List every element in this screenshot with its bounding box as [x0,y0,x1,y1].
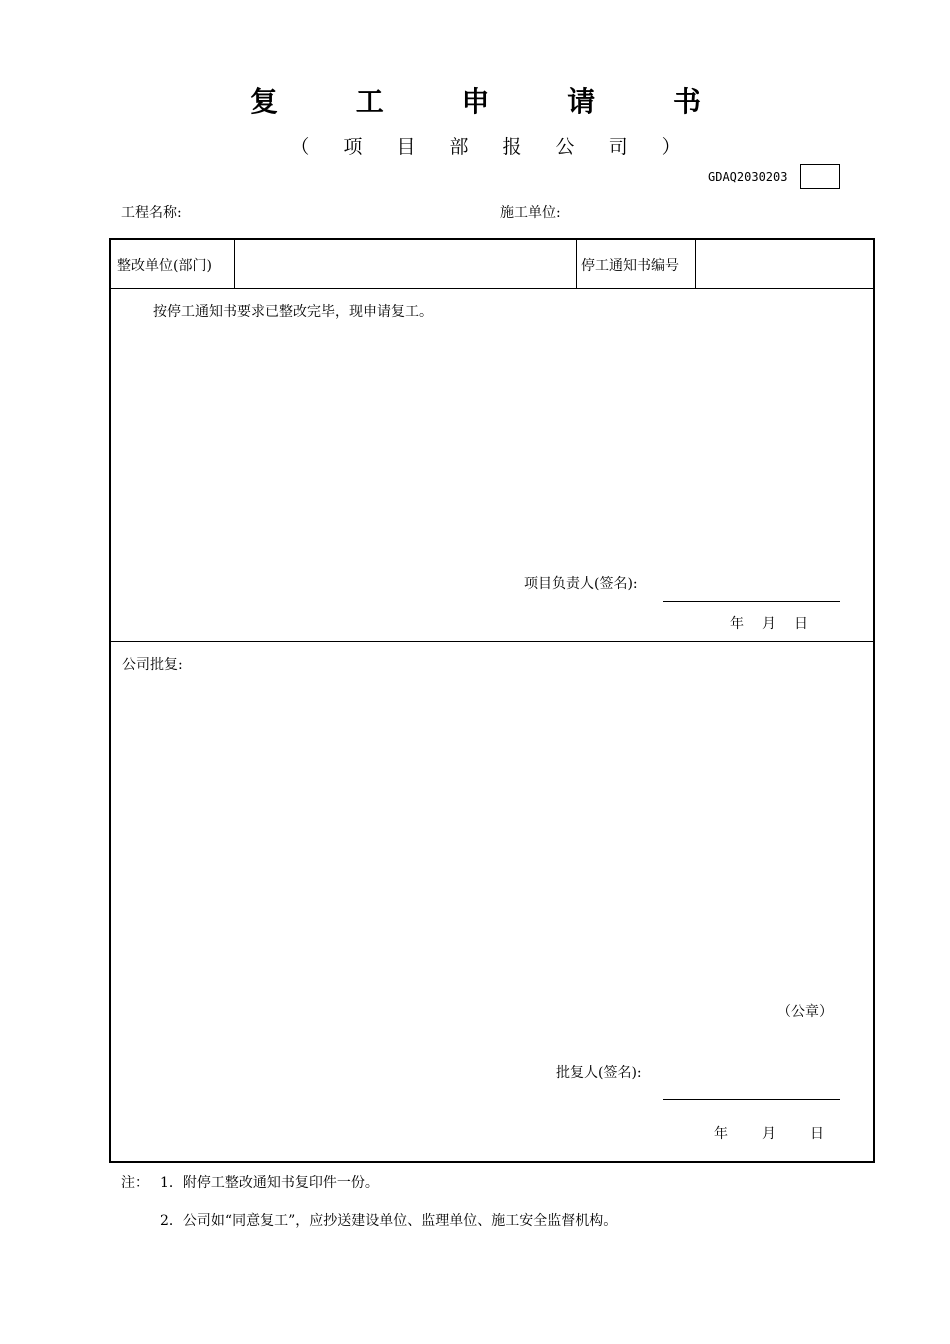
form-code: GDAQ2030203 [708,170,788,184]
date-year: 年 [714,1126,728,1142]
form-code-box[interactable] [800,164,840,189]
date-month: 月 [762,1126,776,1142]
stop-notice-no-field[interactable] [696,240,871,288]
column-divider [576,240,577,288]
row-divider [111,641,873,642]
document-title: 复 工 申 请 书 [250,85,735,118]
row-divider [111,288,873,289]
project-name-label: 工程名称: [121,205,182,221]
date-month: 月 [762,616,776,632]
application-form-table [109,238,875,1163]
note-1: 1．附停工整改通知书复印件一份。 [160,1175,379,1191]
project-leader-sign-line[interactable] [663,601,840,602]
rectify-unit-field[interactable] [235,240,576,288]
project-leader-sign-label: 项目负责人(签名): [524,576,638,592]
date-day: 日 [810,1126,824,1142]
document-subtitle: （ 项 目 部 报 公 司 ） [290,136,695,158]
date-year: 年 [730,616,744,632]
date-day: 日 [794,616,808,632]
rectify-unit-label: 整改单位(部门) [117,258,212,274]
official-seal-label: （公章） [777,1004,833,1020]
request-text: 按停工通知书要求已整改完毕，现申请复工。 [153,304,433,320]
approver-sign-line[interactable] [663,1099,840,1100]
construction-unit-label: 施工单位: [500,205,561,221]
approver-sign-label: 批复人(签名): [556,1065,642,1081]
stop-notice-no-label: 停工通知书编号 [581,258,679,274]
notes-prefix: 注： [121,1175,149,1191]
note-2: 2．公司如“同意复工”，应抄送建设单位、监理单位、施工安全监督机构。 [160,1213,618,1229]
company-reply-label: 公司批复: [122,657,183,673]
